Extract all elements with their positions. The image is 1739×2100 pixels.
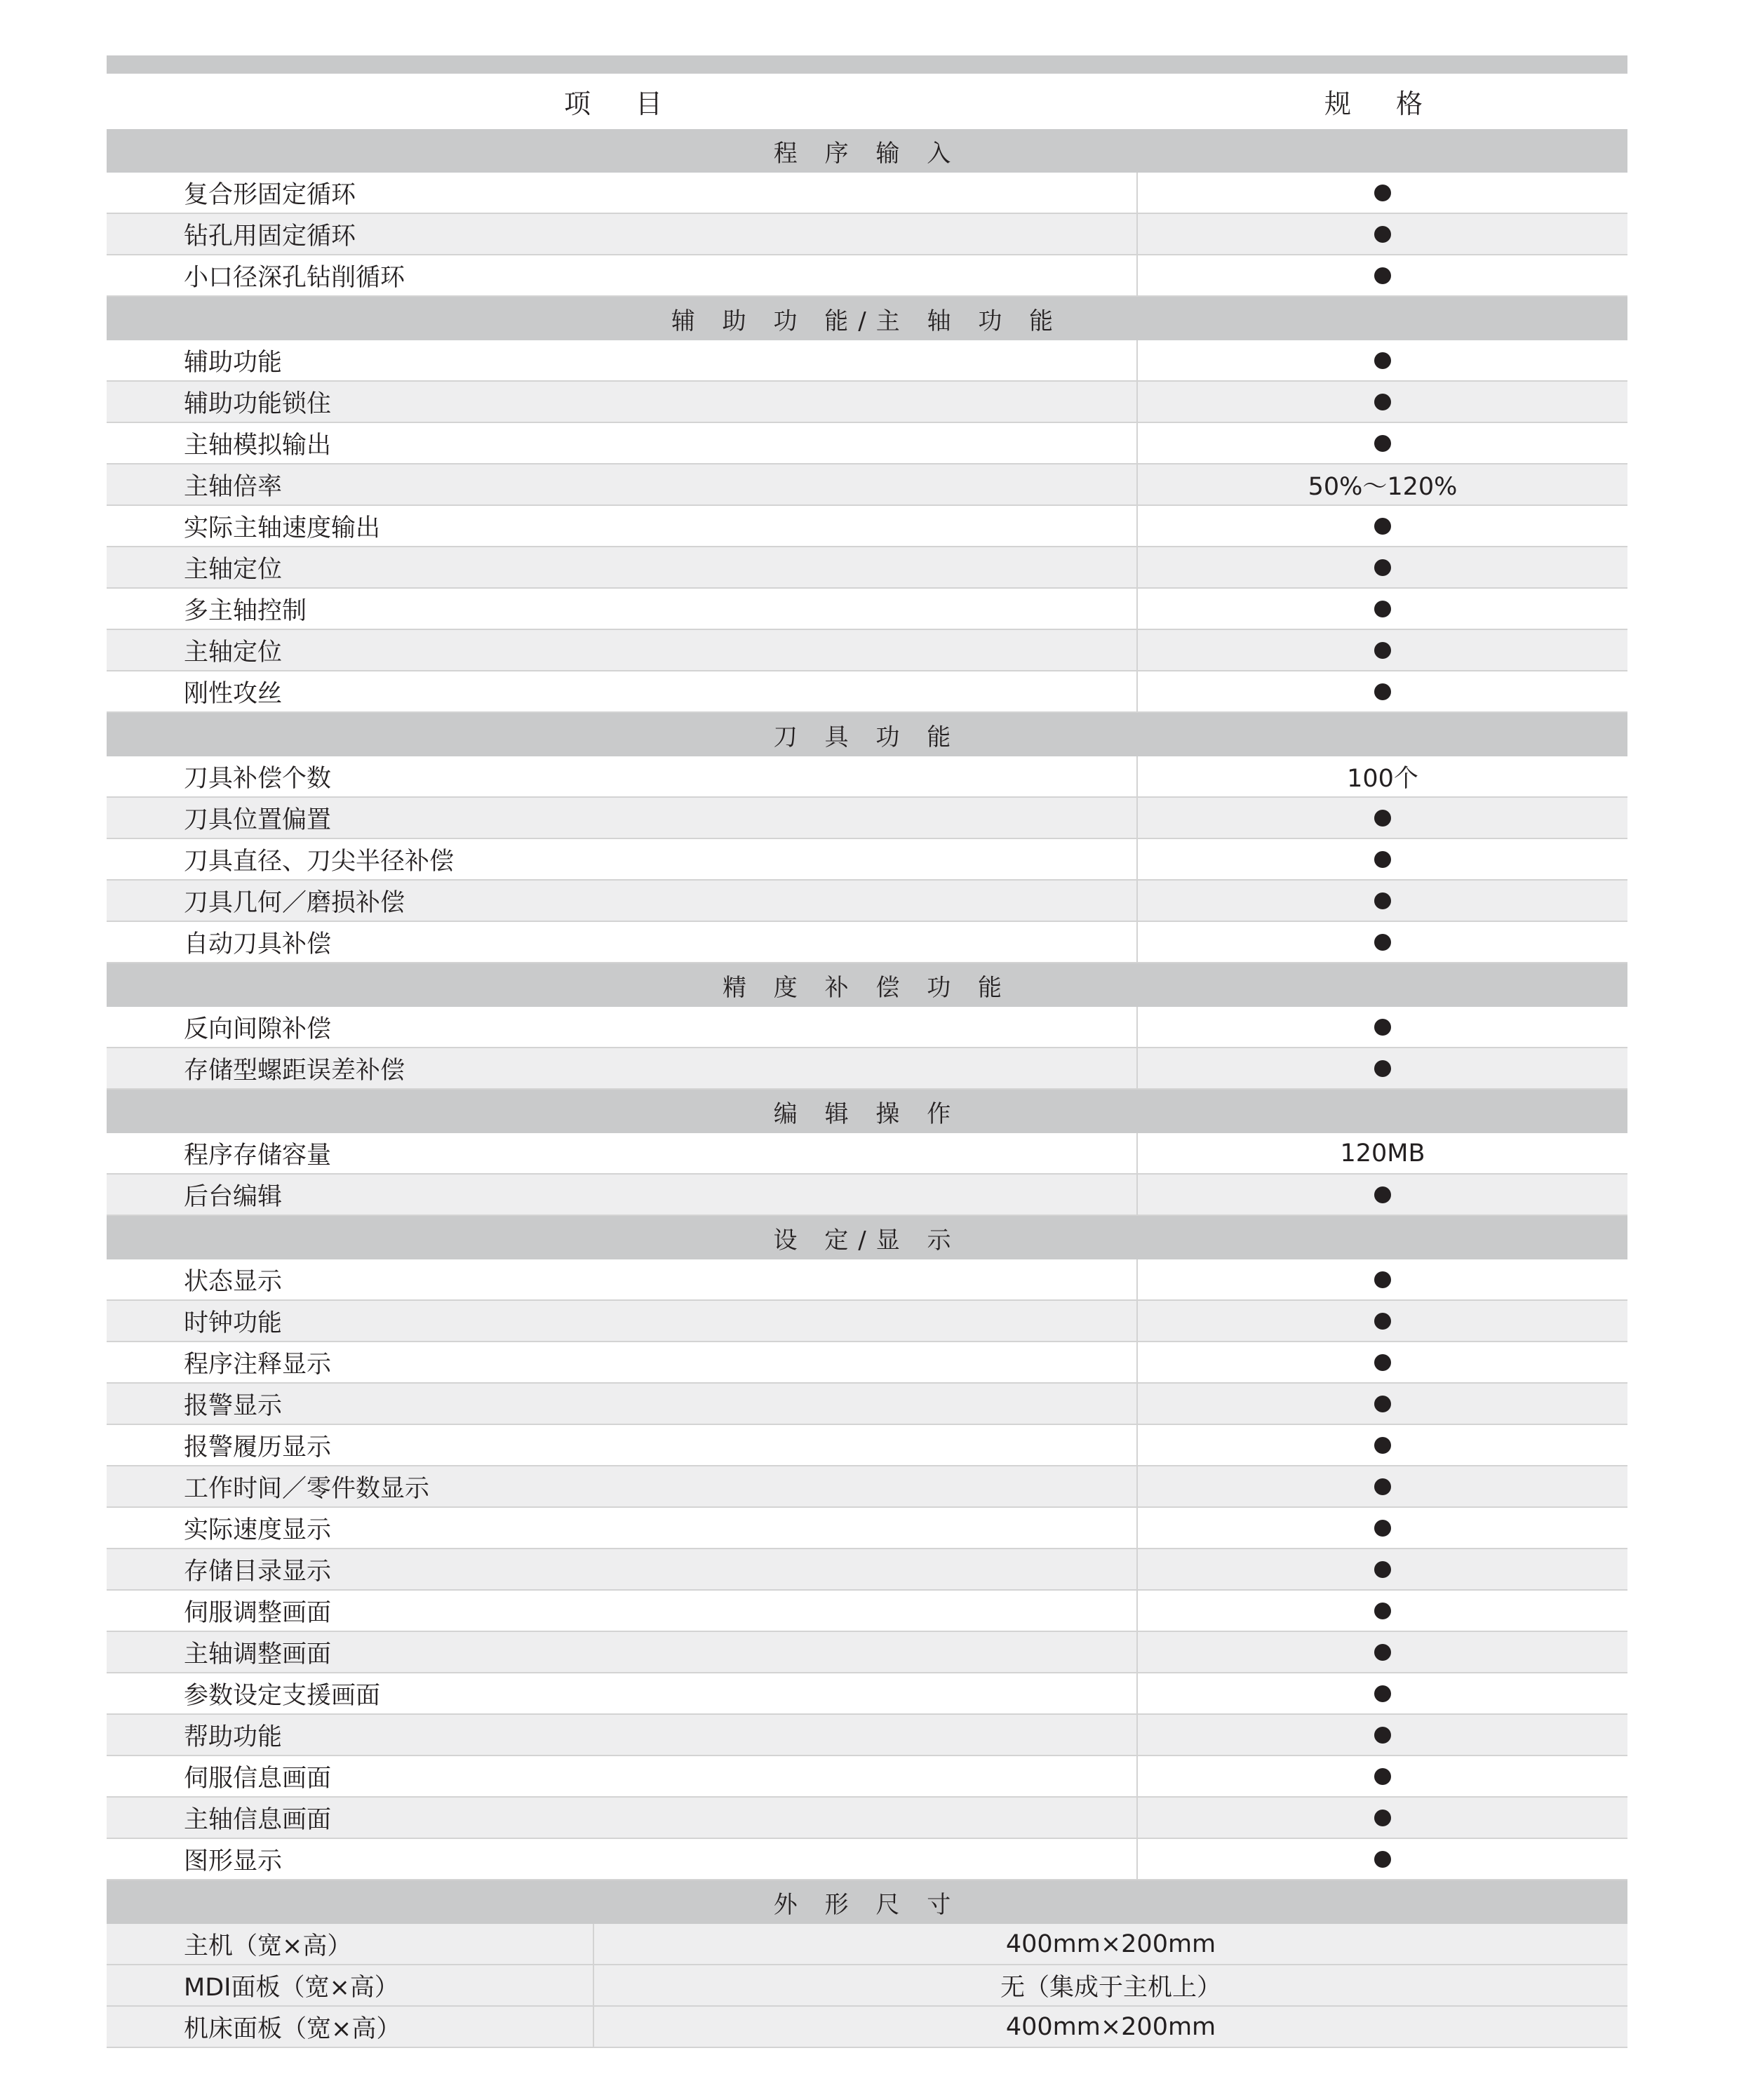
supported-dot-icon xyxy=(1374,1186,1391,1203)
row-spec-value xyxy=(1138,382,1627,422)
supported-dot-icon xyxy=(1374,1313,1391,1330)
supported-dot-icon xyxy=(1374,518,1391,535)
row-spec-value xyxy=(1138,1425,1627,1465)
row-spec-value xyxy=(1138,589,1627,629)
row-spec-value xyxy=(1138,214,1627,254)
table-header xyxy=(107,74,1627,129)
table-row xyxy=(107,1549,1627,1591)
supported-dot-icon xyxy=(1374,1019,1391,1036)
supported-dot-icon xyxy=(1374,1727,1391,1744)
row-spec-value xyxy=(1138,671,1627,711)
row-item-name: MDI面板（宽×高） xyxy=(107,1965,594,2005)
row-item-name: 辅助功能锁住 xyxy=(107,382,1138,422)
table-body xyxy=(107,129,1627,2048)
row-item-name: 自动刀具补偿 xyxy=(107,922,1138,962)
table-row xyxy=(107,1175,1627,1216)
supported-dot-icon xyxy=(1374,1685,1391,1702)
row-spec-value xyxy=(1138,1384,1627,1424)
row-spec-value xyxy=(1138,839,1627,879)
supported-dot-icon xyxy=(1374,892,1391,909)
row-item-name: 复合形固定循环 xyxy=(107,173,1138,213)
table-row xyxy=(107,1965,1627,2007)
row-item-name: 主机（宽×高） xyxy=(107,1924,594,1964)
header-spec: 规 格 xyxy=(1324,88,1442,119)
row-item-name: 程序存储容量 xyxy=(107,1133,1138,1173)
table-row xyxy=(107,173,1627,214)
row-spec-value xyxy=(1138,1342,1627,1382)
table-row xyxy=(107,547,1627,589)
row-spec-value xyxy=(1138,1632,1627,1672)
row-item-name: 刀具位置偏置 xyxy=(107,798,1138,838)
supported-dot-icon xyxy=(1374,810,1391,827)
table-row xyxy=(107,382,1627,423)
row-item-name: 刀具直径、刀尖半径补偿 xyxy=(107,839,1138,879)
row-spec-value: 无（集成于主机上） xyxy=(1000,1973,1221,2002)
row-spec-value: 100个 xyxy=(1347,764,1418,793)
table-row xyxy=(107,1301,1627,1342)
table-row xyxy=(107,1591,1627,1632)
row-item-name: 伺服调整画面 xyxy=(107,1591,1138,1631)
table-row xyxy=(107,839,1627,881)
row-spec-value xyxy=(1138,1508,1627,1548)
row-spec-value xyxy=(1138,1259,1627,1299)
top-bar xyxy=(107,55,1627,74)
row-item-name: 存储型螺距误差补偿 xyxy=(107,1048,1138,1088)
supported-dot-icon xyxy=(1374,1271,1391,1288)
row-item-name: 实际主轴速度输出 xyxy=(107,506,1138,546)
row-spec-value xyxy=(1138,881,1627,921)
supported-dot-icon xyxy=(1374,185,1391,201)
table-row xyxy=(107,1756,1627,1798)
supported-dot-icon xyxy=(1374,226,1391,243)
row-item-name: 图形显示 xyxy=(107,1839,1138,1879)
row-item-name: 帮助功能 xyxy=(107,1715,1138,1755)
table-row xyxy=(107,1466,1627,1508)
supported-dot-icon xyxy=(1374,1478,1391,1495)
row-spec-value xyxy=(1138,1839,1627,1879)
row-spec-value xyxy=(1138,506,1627,546)
table-row xyxy=(107,1839,1627,1880)
section-header: 设 定/显 示 xyxy=(107,1216,1627,1259)
row-item-name: 主轴调整画面 xyxy=(107,1632,1138,1672)
row-item-name: 工作时间／零件数显示 xyxy=(107,1466,1138,1506)
section-header: 外 形 尺 寸 xyxy=(107,1880,1627,1924)
row-item-name: 报警显示 xyxy=(107,1384,1138,1424)
row-spec-value xyxy=(1138,1048,1627,1088)
row-spec-value xyxy=(1138,1756,1627,1796)
row-item-name: 刀具补偿个数 xyxy=(107,756,1138,796)
row-spec-value: 50%～120% xyxy=(1308,472,1458,501)
table-row xyxy=(107,1673,1627,1715)
row-spec-value xyxy=(1138,1591,1627,1631)
row-spec-value xyxy=(1138,1175,1627,1215)
table-row xyxy=(107,1342,1627,1384)
row-item-name: 实际速度显示 xyxy=(107,1508,1138,1548)
row-spec-value xyxy=(1138,423,1627,463)
supported-dot-icon xyxy=(1374,1644,1391,1661)
row-item-name: 钻孔用固定循环 xyxy=(107,214,1138,254)
row-item-name: 主轴信息画面 xyxy=(107,1798,1138,1838)
table-row xyxy=(107,2007,1627,2048)
table-row xyxy=(107,506,1627,547)
row-spec-value xyxy=(1138,173,1627,213)
table-row xyxy=(107,671,1627,713)
supported-dot-icon xyxy=(1374,1561,1391,1578)
section-header: 编 辑 操 作 xyxy=(107,1090,1627,1133)
row-item-name: 后台编辑 xyxy=(107,1175,1138,1215)
header-item: 项 目 xyxy=(563,88,681,119)
row-spec-value xyxy=(1138,1673,1627,1713)
supported-dot-icon xyxy=(1374,352,1391,369)
supported-dot-icon xyxy=(1374,394,1391,410)
row-item-name: 主轴模拟输出 xyxy=(107,423,1138,463)
row-spec-value xyxy=(1138,1549,1627,1589)
row-item-name: 报警履历显示 xyxy=(107,1425,1138,1465)
row-spec-value xyxy=(1138,798,1627,838)
table-row xyxy=(107,1508,1627,1549)
table-row xyxy=(107,1798,1627,1839)
row-spec-value xyxy=(1138,255,1627,295)
supported-dot-icon xyxy=(1374,1396,1391,1412)
row-item-name: 小口径深孔钻削循环 xyxy=(107,255,1138,295)
row-item-name: 多主轴控制 xyxy=(107,589,1138,629)
row-item-name: 存储目录显示 xyxy=(107,1549,1138,1589)
row-spec-value xyxy=(1138,1007,1627,1047)
table-row xyxy=(107,1425,1627,1466)
table-row xyxy=(107,1632,1627,1673)
table-row xyxy=(107,1384,1627,1425)
table-row xyxy=(107,1924,1627,1965)
supported-dot-icon xyxy=(1374,642,1391,659)
row-item-name: 参数设定支援画面 xyxy=(107,1673,1138,1713)
supported-dot-icon xyxy=(1374,683,1391,700)
table-row xyxy=(107,214,1627,255)
section-header: 刀 具 功 能 xyxy=(107,713,1627,756)
section-header: 精 度 补 偿 功 能 xyxy=(107,963,1627,1007)
row-spec-value xyxy=(1138,1798,1627,1838)
row-item-name: 反向间隙补偿 xyxy=(107,1007,1138,1047)
table-row xyxy=(107,589,1627,630)
row-item-name: 主轴定位 xyxy=(107,630,1138,670)
supported-dot-icon xyxy=(1374,1520,1391,1537)
row-spec-value xyxy=(1138,340,1627,380)
row-spec-value xyxy=(1138,1301,1627,1341)
supported-dot-icon xyxy=(1374,267,1391,284)
supported-dot-icon xyxy=(1374,1060,1391,1077)
row-item-name: 时钟功能 xyxy=(107,1301,1138,1341)
table-row xyxy=(107,798,1627,839)
table-row xyxy=(107,423,1627,464)
table-row xyxy=(107,756,1627,798)
table-row xyxy=(107,340,1627,382)
row-spec-value xyxy=(1138,630,1627,670)
row-spec-value: 400mm×200mm xyxy=(1005,2012,1216,2041)
supported-dot-icon xyxy=(1374,934,1391,951)
table-row xyxy=(107,630,1627,671)
row-item-name: 主轴定位 xyxy=(107,547,1138,587)
table-row xyxy=(107,255,1627,297)
supported-dot-icon xyxy=(1374,1768,1391,1785)
table-row xyxy=(107,1715,1627,1756)
supported-dot-icon xyxy=(1374,1603,1391,1619)
row-item-name: 主轴倍率 xyxy=(107,464,1138,504)
supported-dot-icon xyxy=(1374,559,1391,576)
spec-table xyxy=(107,55,1627,2048)
table-row xyxy=(107,464,1627,506)
row-item-name: 刚性攻丝 xyxy=(107,671,1138,711)
section-header: 程 序 输 入 xyxy=(107,129,1627,173)
table-row xyxy=(107,1259,1627,1301)
row-item-name: 伺服信息画面 xyxy=(107,1756,1138,1796)
row-spec-value xyxy=(1138,1466,1627,1506)
row-item-name: 刀具几何／磨损补偿 xyxy=(107,881,1138,921)
row-spec-value: 120MB xyxy=(1340,1139,1425,1168)
table-row xyxy=(107,881,1627,922)
supported-dot-icon xyxy=(1374,435,1391,452)
table-row xyxy=(107,1007,1627,1048)
supported-dot-icon xyxy=(1374,1437,1391,1454)
supported-dot-icon xyxy=(1374,601,1391,617)
section-header: 辅 助 功 能/主 轴 功 能 xyxy=(107,297,1627,340)
supported-dot-icon xyxy=(1374,851,1391,868)
row-spec-value xyxy=(1138,922,1627,962)
row-item-name: 辅助功能 xyxy=(107,340,1138,380)
supported-dot-icon xyxy=(1374,1354,1391,1371)
row-spec-value xyxy=(1138,1715,1627,1755)
table-row xyxy=(107,922,1627,963)
row-spec-value xyxy=(1138,547,1627,587)
row-item-name: 状态显示 xyxy=(107,1259,1138,1299)
supported-dot-icon xyxy=(1374,1851,1391,1868)
supported-dot-icon xyxy=(1374,1810,1391,1826)
table-row xyxy=(107,1048,1627,1090)
table-row xyxy=(107,1133,1627,1175)
row-item-name: 程序注释显示 xyxy=(107,1342,1138,1382)
row-spec-value: 400mm×200mm xyxy=(1005,1930,1216,1958)
row-item-name: 机床面板（宽×高） xyxy=(107,2007,594,2047)
